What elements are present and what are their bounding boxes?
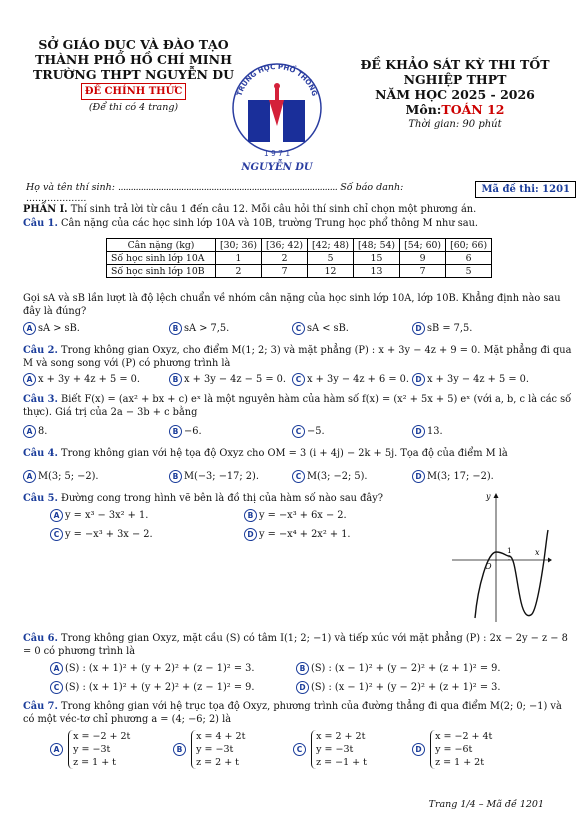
q5-option-d[interactable]: D y = −x⁴ + 2x² + 1. — [244, 528, 351, 541]
q6-option-a[interactable]: A (S) : (x + 1)² + (y + 2)² + (z − 1)² = 3. — [50, 662, 255, 675]
svg-text:y: y — [486, 492, 491, 501]
q3-option-a[interactable]: A 8. — [23, 425, 47, 438]
q7-option-b[interactable]: B x = 4 + 2t y = −3t z = 2 + t — [173, 730, 245, 769]
exam-code-badge: Mã đề thi: 1201 — [475, 181, 576, 198]
q1-option-d[interactable]: D sB = 7,5. — [412, 322, 472, 335]
department-name: SỞ GIÁO DỤC VÀ ĐÀO TẠO — [38, 37, 229, 52]
svg-text:1: 1 — [507, 546, 512, 555]
time-limit: Thời gian: 90 phút — [408, 119, 502, 130]
question-1: Câu 1. Cân nặng của các học sinh lớp 10A và 10B, trường Trung học phổ thông M như sau. — [23, 218, 479, 229]
q4-option-d[interactable]: D M(3; 17; −2). — [412, 470, 494, 483]
q5-option-b[interactable]: B y = −x³ + 6x − 2. — [244, 509, 347, 522]
id-label: Số báo danh: — [340, 182, 404, 193]
question-3: Câu 3. Biết F(x) = (ax² + bx + c) eˣ là một nguyên hàm của hàm số f(x) = (x² + 5x + 5) eˣ (với a, b, c là các số thực). Giá trị của 2a − 3b + c bằng — [23, 394, 572, 418]
exam-title: ĐỀ KHẢO SÁT KỲ THI TỐT NGHIỆP THPT — [360, 57, 550, 87]
q6-option-c[interactable]: C (S) : (x + 1)² + (y + 2)² + (z − 1)² = 9. — [50, 681, 255, 694]
header-left — [26, 37, 241, 115]
question-4: Câu 4. Trong không gian với hệ tọa độ Oxyz cho OM = 3 (i + 4j) − 2k + 5j. Tọa độ của điểm M là — [23, 448, 508, 459]
question-2: Câu 2. Trong không gian Oxyz, cho điểm M(1; 2; 3) và mặt phẳng (P) : x + 3y − 4z + 9 = 0. Mặt phẳng đi qua M và song song với (P) có phương trình là — [23, 345, 572, 369]
q1-option-c[interactable]: C sA < sB. — [292, 322, 349, 335]
part1-instruction: PHẦN I. Thí sinh trả lời từ câu 1 đến câu 12. Mỗi câu hỏi thí sinh chỉ chọn một phương án. — [23, 204, 477, 215]
svg-text:TRUNG HỌC PHỔ THÔNG: TRUNG HỌC PHỔ THÔNG — [235, 62, 319, 98]
q2-option-a[interactable]: A x + 3y + 4z + 5 = 0. — [23, 373, 140, 386]
q7-option-c[interactable]: C x = 2 + 2t y = −3t z = −1 + t — [293, 730, 367, 769]
subject-label: Môn: — [405, 102, 442, 117]
q5-option-a[interactable]: A y = x³ − 3x² + 1. — [50, 509, 148, 522]
table-row: Số học sinh lớp 10B 2 7 12 13 7 5 — [107, 265, 492, 278]
candidate-info: Họ và tên thí sinh: ....................................................................................... Số báo danh: .................... — [26, 182, 404, 204]
table-header-row: Cân nặng (kg) [30; 36) [36; 42) [42; 48) [48; 54) [54; 60) [60; 66) — [107, 239, 492, 252]
q4-option-a[interactable]: A M(3; 5; −2). — [23, 470, 99, 483]
q6-option-d[interactable]: D (S) : (x − 1)² + (y − 2)² + (z + 1)² = 3. — [296, 681, 501, 694]
svg-text:O: O — [485, 562, 492, 571]
page-count-note: (Để thi có 4 trang) — [88, 102, 179, 113]
q3-option-c[interactable]: C −5. — [292, 425, 325, 438]
q1-option-b[interactable]: B sA > 7,5. — [169, 322, 229, 335]
question-1-prompt: Gọi sA và sB lần lượt là độ lệch chuẩn về nhóm cân nặng của học sinh lớp 10A, lớp 10B. Khẳng định nào sau đây là đúng? — [23, 293, 561, 317]
official-badge: ĐỀ CHÍNH THỨC — [81, 83, 187, 100]
name-label: Họ và tên thí sinh: — [26, 182, 115, 193]
q1-option-a[interactable]: A sA > sB. — [23, 322, 80, 335]
q7-option-d[interactable]: D x = −2 + 4t y = −6t z = 1 + 2t — [412, 730, 492, 769]
weight-table — [106, 238, 492, 278]
q7-option-a[interactable]: A x = −2 + 2t y = −3t z = 1 + t — [50, 730, 130, 769]
svg-text:1 9 7 1: 1 9 7 1 — [263, 149, 291, 158]
svg-text:x: x — [535, 548, 540, 557]
q2-option-d[interactable]: D x + 3y − 4z + 5 = 0. — [412, 373, 529, 386]
q3-option-b[interactable]: B −6. — [169, 425, 202, 438]
school-name: TRƯỜNG THPT NGUYỄN DU — [32, 67, 235, 82]
q5-option-c[interactable]: C y = −x³ + 3x − 2. — [50, 528, 153, 541]
school-logo-icon — [226, 56, 328, 174]
q2-option-b[interactable]: B x + 3y − 4z − 5 = 0. — [169, 373, 286, 386]
city-name: THÀNH PHỐ HỒ CHÍ MINH — [35, 52, 232, 67]
q3-option-d[interactable]: D 13. — [412, 425, 443, 438]
q4-option-c[interactable]: C M(3; −2; 5). — [292, 470, 368, 483]
page-footer: Trang 1/4 – Mã đề 1201 — [428, 799, 544, 810]
question-6: Câu 6. Trong không gian Oxyz, mặt cầu (S) có tâm I(1; 2; −1) và tiếp xúc với mặt phẳng (P) : 2x − 2y − z − 8 = 0 có phương trình là — [23, 633, 568, 657]
svg-text:NGUYỄN DU: NGUYỄN DU — [241, 162, 313, 173]
header-right — [330, 57, 580, 132]
subject-name: TOÁN 12 — [441, 102, 505, 117]
cubic-graph — [448, 490, 553, 629]
question-5: Câu 5. Đường cong trong hình vẽ bên là đồ thị của hàm số nào sau đây? — [23, 493, 384, 504]
q6-option-b[interactable]: B (S) : (x − 1)² + (y − 2)² + (z + 1)² = 9. — [296, 662, 501, 675]
school-year: NĂM HỌC 2025 - 2026 — [375, 87, 535, 102]
q2-option-c[interactable]: C x + 3y − 4z + 6 = 0. — [292, 373, 409, 386]
question-7: Câu 7. Trong không gian với hệ trục tọa độ Oxyz, phương trình của đường thẳng đi qua điểm M(2; 0; −1) và có một véc-tơ chỉ phương a = (4; −6; 2) là — [23, 701, 562, 725]
table-row: Số học sinh lớp 10A 1 2 5 15 9 6 — [107, 252, 492, 265]
q4-option-b[interactable]: B M(−3; −17; 2). — [169, 470, 259, 483]
